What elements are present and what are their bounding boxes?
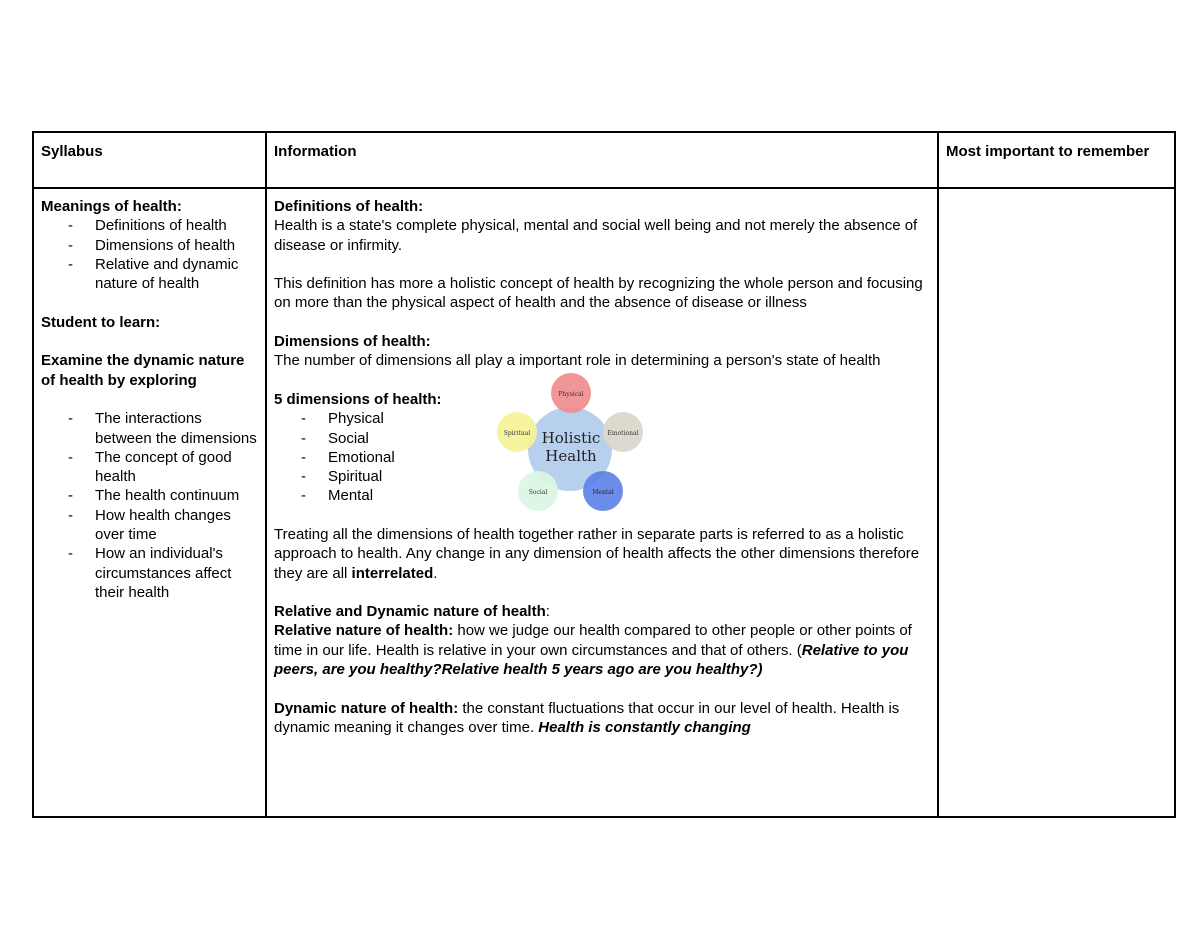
dimensions-heading: Dimensions of health: [274,333,431,351]
treating-text: Treating all the dimensions of health together rather in separate parts is referred to as a holistic approach to health. Any change in any dimension of health affects the other dimensions therefore they are all interrelated. [274,525,920,582]
header-most-important: Most important to remember [938,132,1175,188]
information-cell [266,188,938,817]
syllabus-cell [33,188,266,817]
important-cell [938,188,1175,817]
examine-heading: Examine the dynamic nature of health by exploring [41,352,245,389]
five-dimensions-list [274,409,474,505]
meanings-heading: Meanings of health: [41,198,182,215]
content-row [33,188,1175,817]
meanings-list [41,216,258,293]
mental-label: Mental [592,488,614,496]
list-item: - The health continuum [41,486,258,505]
list-item: - Mental [274,486,474,505]
list-item: - Definitions of health [41,216,258,235]
header-row [33,132,1175,188]
dimensions-block [274,390,930,525]
definitions-heading: Definitions of health: [274,198,424,215]
header-syllabus: Syllabus [33,132,266,188]
holistic-text: This definition has more a holistic concept of health by recognizing the whole person and focusing on more than the physical aspect of health and the absence of disease or illness [274,275,923,312]
list-item: - Emotional [274,448,474,467]
spiritual-label: Spiritual [503,429,531,437]
list-item: - The interactions between the dimensions [41,409,258,448]
dynamic-text: Dynamic nature of health: the constant fluctuations that occur in our level of health. Health is dynamic meaning it changes over time. Health is constantly changing [274,699,900,736]
list-item: - Relative and dynamic nature of health [41,255,258,294]
relative-dynamic-heading: Relative and Dynamic nature of health: [274,603,550,621]
syllabus-table [32,131,1176,818]
list-item: - How an individual's circumstances affect their health [41,544,258,602]
center-label-line2: Health [545,446,597,465]
center-label-line1: Holistic [541,428,601,447]
holistic-health-diagram [496,371,671,516]
five-dimensions-heading: 5 dimensions of health: [274,390,442,408]
social-label: Social [528,488,548,496]
list-item: - Spiritual [274,467,474,486]
list-item: - Social [274,429,474,448]
explore-list [41,409,258,602]
student-heading: Student to learn: [41,313,161,331]
list-item: - The concept of good health [41,448,258,487]
relative-text: Relative nature of health: how we judge our health compared to other people or other points of time in our life. Health is relative in your own circumstances and that of others. (Relative to you peers, are you healthy?Relative health 5 years ago are you healthy?) [274,622,912,679]
list-item: - How health changes over time [41,506,258,545]
physical-label: Physical [558,390,584,398]
emotional-label: Emotional [607,429,639,437]
header-information: Information [266,132,938,188]
list-item: - Dimensions of health [41,236,258,255]
dimensions-text: The number of dimensions all play a important role in determining a person's state of health [274,352,881,370]
definitions-text: Health is a state's complete physical, mental and social well being and not merely the absence of disease or infirmity. [274,217,918,254]
list-item: - Physical [274,409,474,428]
